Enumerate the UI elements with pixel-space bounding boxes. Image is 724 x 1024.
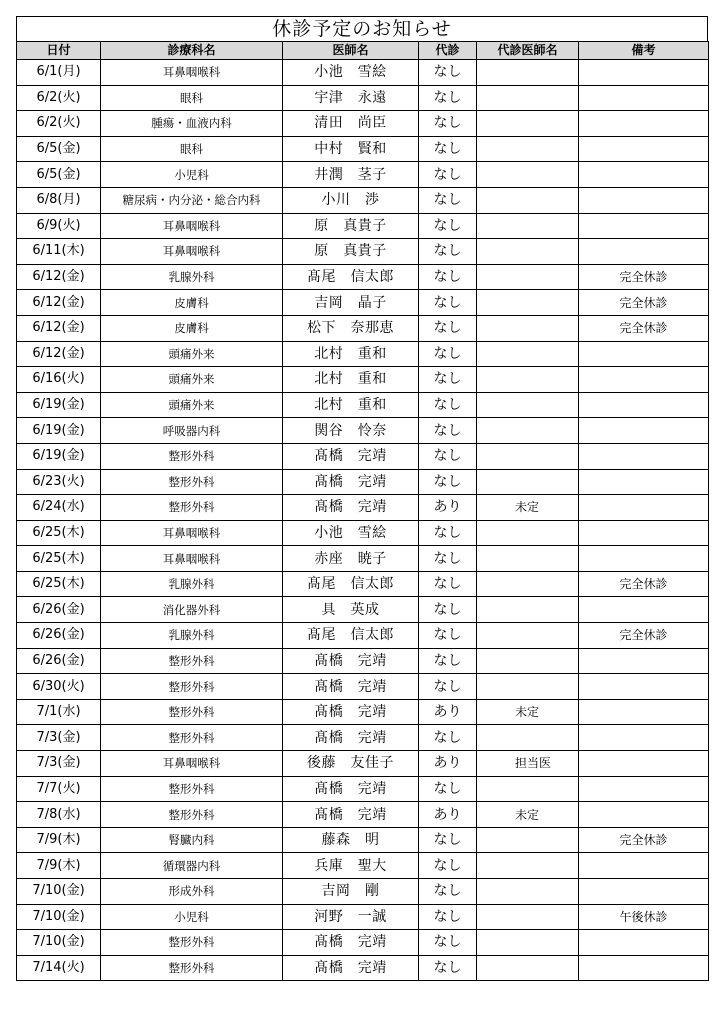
table-row	[17, 904, 709, 930]
cell-doctor: 髙尾 信太郎	[283, 623, 419, 649]
cell-department: 糖尿病・内分泌・総合内科	[101, 187, 283, 213]
cell-substitute-doctor	[477, 725, 579, 751]
cell-department: 耳鼻咽喉科	[101, 213, 283, 239]
cell-date: 7/8(水)	[17, 802, 101, 828]
cell-doctor: 北村 重和	[283, 392, 419, 418]
cell-department: 耳鼻咽喉科	[101, 520, 283, 546]
cell-date: 6/12(金)	[17, 315, 101, 341]
cell-remarks	[579, 239, 709, 265]
cell-department: 皮膚科	[101, 315, 283, 341]
cell-substitute: あり	[419, 699, 477, 725]
header-department: 診療科名	[101, 42, 283, 60]
cell-substitute: なし	[419, 674, 477, 700]
cell-date: 7/10(金)	[17, 930, 101, 956]
cell-department: 消化器外科	[101, 597, 283, 623]
cell-substitute: なし	[419, 955, 477, 981]
cell-substitute: なし	[419, 648, 477, 674]
table-row	[17, 520, 709, 546]
cell-department: 眼科	[101, 136, 283, 162]
table-row	[17, 776, 709, 802]
cell-date: 6/5(金)	[17, 136, 101, 162]
cell-department: 腎臓内科	[101, 827, 283, 853]
cell-doctor: 小池 雪絵	[283, 520, 419, 546]
table-row	[17, 469, 709, 495]
cell-remarks	[579, 341, 709, 367]
cell-date: 6/12(金)	[17, 341, 101, 367]
cell-department: 眼科	[101, 85, 283, 111]
cell-substitute: なし	[419, 827, 477, 853]
cell-remarks	[579, 495, 709, 521]
cell-department: 頭痛外来	[101, 367, 283, 393]
cell-doctor: 小川 渉	[283, 187, 419, 213]
cell-remarks	[579, 955, 709, 981]
cell-substitute-doctor	[477, 136, 579, 162]
cell-department: 耳鼻咽喉科	[101, 546, 283, 572]
cell-remarks	[579, 136, 709, 162]
cell-doctor: 吉岡 剛	[283, 879, 419, 905]
cell-remarks: 午後休診	[579, 904, 709, 930]
cell-date: 6/26(金)	[17, 648, 101, 674]
cell-substitute-doctor	[477, 930, 579, 956]
table-row	[17, 315, 709, 341]
cell-remarks	[579, 392, 709, 418]
cell-department: 耳鼻咽喉科	[101, 239, 283, 265]
header-substitute-doctor: 代診医師名	[477, 42, 579, 60]
cell-substitute-doctor	[477, 60, 579, 86]
cell-remarks	[579, 802, 709, 828]
cell-remarks	[579, 418, 709, 444]
notice-sheet	[16, 16, 708, 981]
cell-substitute-doctor	[477, 239, 579, 265]
cell-department: 整形外科	[101, 776, 283, 802]
page-title: 休診予定のお知らせ	[16, 16, 708, 41]
cell-substitute-doctor	[477, 955, 579, 981]
cell-doctor: 兵庫 聖大	[283, 853, 419, 879]
cell-substitute: なし	[419, 853, 477, 879]
cell-department: 頭痛外来	[101, 341, 283, 367]
cell-date: 7/14(火)	[17, 955, 101, 981]
cell-date: 7/9(木)	[17, 827, 101, 853]
cell-substitute: なし	[419, 60, 477, 86]
cell-substitute: なし	[419, 725, 477, 751]
cell-substitute: なし	[419, 392, 477, 418]
cell-doctor: 髙橋 完靖	[283, 802, 419, 828]
cell-remarks	[579, 111, 709, 137]
schedule-table	[16, 41, 709, 981]
cell-substitute-doctor	[477, 315, 579, 341]
cell-remarks	[579, 187, 709, 213]
cell-date: 6/2(火)	[17, 85, 101, 111]
cell-remarks	[579, 853, 709, 879]
cell-department: 整形外科	[101, 955, 283, 981]
cell-department: 整形外科	[101, 674, 283, 700]
cell-substitute-doctor	[477, 264, 579, 290]
cell-remarks: 完全休診	[579, 290, 709, 316]
cell-department: 整形外科	[101, 469, 283, 495]
cell-date: 7/7(火)	[17, 776, 101, 802]
cell-substitute-doctor	[477, 469, 579, 495]
cell-remarks: 完全休診	[579, 827, 709, 853]
table-row	[17, 597, 709, 623]
cell-substitute: なし	[419, 930, 477, 956]
cell-doctor: 宇津 永遠	[283, 85, 419, 111]
cell-remarks	[579, 546, 709, 572]
cell-doctor: 河野 一誠	[283, 904, 419, 930]
cell-doctor: 髙橋 完靖	[283, 699, 419, 725]
cell-remarks: 完全休診	[579, 315, 709, 341]
cell-substitute: なし	[419, 623, 477, 649]
cell-remarks	[579, 725, 709, 751]
cell-date: 6/1(月)	[17, 60, 101, 86]
cell-department: 耳鼻咽喉科	[101, 60, 283, 86]
cell-remarks	[579, 751, 709, 777]
cell-substitute: なし	[419, 520, 477, 546]
table-row	[17, 699, 709, 725]
cell-department: 小児科	[101, 162, 283, 188]
cell-date: 6/26(金)	[17, 597, 101, 623]
cell-department: 耳鼻咽喉科	[101, 751, 283, 777]
cell-date: 7/3(金)	[17, 751, 101, 777]
header-row	[17, 42, 709, 60]
cell-remarks	[579, 520, 709, 546]
cell-substitute: なし	[419, 239, 477, 265]
cell-date: 6/16(火)	[17, 367, 101, 393]
cell-substitute-doctor	[477, 674, 579, 700]
cell-department: 整形外科	[101, 930, 283, 956]
table-row	[17, 930, 709, 956]
table-row	[17, 827, 709, 853]
cell-substitute-doctor	[477, 623, 579, 649]
cell-remarks	[579, 674, 709, 700]
cell-date: 6/19(金)	[17, 392, 101, 418]
cell-doctor: 髙橋 完靖	[283, 495, 419, 521]
cell-doctor: 小池 雪絵	[283, 60, 419, 86]
cell-doctor: 髙橋 完靖	[283, 955, 419, 981]
cell-department: 整形外科	[101, 802, 283, 828]
table-row	[17, 648, 709, 674]
cell-substitute: なし	[419, 879, 477, 905]
cell-doctor: 髙橋 完靖	[283, 930, 419, 956]
header-remarks: 備考	[579, 42, 709, 60]
cell-substitute-doctor	[477, 776, 579, 802]
cell-doctor: 井潤 茎子	[283, 162, 419, 188]
cell-substitute-doctor	[477, 904, 579, 930]
cell-doctor: 髙橋 完靖	[283, 443, 419, 469]
cell-doctor: 具 英成	[283, 597, 419, 623]
cell-date: 6/25(木)	[17, 546, 101, 572]
cell-substitute-doctor	[477, 213, 579, 239]
table-row	[17, 341, 709, 367]
cell-substitute: なし	[419, 85, 477, 111]
cell-substitute-doctor	[477, 443, 579, 469]
cell-substitute-doctor	[477, 571, 579, 597]
table-row	[17, 162, 709, 188]
cell-doctor: 髙橋 完靖	[283, 648, 419, 674]
cell-remarks	[579, 699, 709, 725]
cell-doctor: 北村 重和	[283, 367, 419, 393]
cell-doctor: 原 真貴子	[283, 239, 419, 265]
cell-substitute: あり	[419, 802, 477, 828]
cell-doctor: 清田 尚臣	[283, 111, 419, 137]
cell-substitute-doctor	[477, 546, 579, 572]
cell-substitute: なし	[419, 776, 477, 802]
cell-date: 6/25(木)	[17, 571, 101, 597]
cell-date: 6/12(金)	[17, 264, 101, 290]
cell-remarks	[579, 879, 709, 905]
cell-date: 6/9(火)	[17, 213, 101, 239]
cell-substitute-doctor	[477, 290, 579, 316]
cell-substitute-doctor	[477, 341, 579, 367]
cell-date: 7/10(金)	[17, 904, 101, 930]
cell-doctor: 北村 重和	[283, 341, 419, 367]
cell-remarks: 完全休診	[579, 623, 709, 649]
table-row	[17, 674, 709, 700]
cell-date: 6/19(金)	[17, 443, 101, 469]
cell-date: 6/26(金)	[17, 623, 101, 649]
cell-doctor: 髙橋 完靖	[283, 725, 419, 751]
cell-substitute: あり	[419, 495, 477, 521]
table-row	[17, 136, 709, 162]
cell-department: 頭痛外来	[101, 392, 283, 418]
cell-department: 腫瘍・血液内科	[101, 111, 283, 137]
cell-department: 整形外科	[101, 443, 283, 469]
cell-substitute: なし	[419, 111, 477, 137]
header-substitute: 代診	[419, 42, 477, 60]
table-row	[17, 443, 709, 469]
header-date: 日付	[17, 42, 101, 60]
cell-date: 7/1(水)	[17, 699, 101, 725]
cell-doctor: 原 真貴子	[283, 213, 419, 239]
cell-substitute: なし	[419, 187, 477, 213]
cell-substitute: なし	[419, 213, 477, 239]
cell-remarks	[579, 213, 709, 239]
cell-department: 乳腺外科	[101, 571, 283, 597]
cell-department: 整形外科	[101, 725, 283, 751]
cell-remarks	[579, 162, 709, 188]
cell-substitute: なし	[419, 904, 477, 930]
cell-doctor: 中村 賢和	[283, 136, 419, 162]
table-row	[17, 60, 709, 86]
table-row	[17, 418, 709, 444]
cell-substitute: なし	[419, 136, 477, 162]
cell-substitute-doctor	[477, 597, 579, 623]
cell-department: 形成外科	[101, 879, 283, 905]
cell-date: 6/8(月)	[17, 187, 101, 213]
cell-doctor: 髙橋 完靖	[283, 674, 419, 700]
cell-doctor: 髙尾 信太郎	[283, 571, 419, 597]
cell-date: 6/5(金)	[17, 162, 101, 188]
cell-department: 皮膚科	[101, 290, 283, 316]
cell-remarks	[579, 85, 709, 111]
cell-date: 7/9(木)	[17, 853, 101, 879]
cell-remarks: 完全休診	[579, 264, 709, 290]
cell-substitute-doctor: 担当医	[477, 751, 579, 777]
cell-substitute: なし	[419, 571, 477, 597]
cell-remarks	[579, 648, 709, 674]
table-row	[17, 802, 709, 828]
table-row	[17, 213, 709, 239]
cell-substitute-doctor	[477, 187, 579, 213]
cell-remarks	[579, 597, 709, 623]
cell-doctor: 吉岡 晶子	[283, 290, 419, 316]
table-row	[17, 290, 709, 316]
cell-date: 7/3(金)	[17, 725, 101, 751]
cell-department: 乳腺外科	[101, 264, 283, 290]
cell-doctor: 髙橋 完靖	[283, 469, 419, 495]
cell-doctor: 後藤 友佳子	[283, 751, 419, 777]
table-row	[17, 571, 709, 597]
cell-substitute-doctor	[477, 367, 579, 393]
cell-date: 6/19(金)	[17, 418, 101, 444]
table-row	[17, 546, 709, 572]
cell-doctor: 髙橋 完靖	[283, 776, 419, 802]
cell-substitute-doctor	[477, 418, 579, 444]
cell-remarks	[579, 930, 709, 956]
table-row	[17, 853, 709, 879]
cell-doctor: 関谷 怜奈	[283, 418, 419, 444]
cell-date: 6/12(金)	[17, 290, 101, 316]
table-row	[17, 85, 709, 111]
cell-substitute-doctor	[477, 827, 579, 853]
table-row	[17, 264, 709, 290]
cell-department: 整形外科	[101, 699, 283, 725]
cell-date: 6/30(火)	[17, 674, 101, 700]
cell-substitute: なし	[419, 597, 477, 623]
cell-remarks	[579, 776, 709, 802]
schedule-rows	[17, 60, 709, 981]
cell-date: 6/11(木)	[17, 239, 101, 265]
cell-substitute: なし	[419, 443, 477, 469]
table-row	[17, 955, 709, 981]
cell-substitute-doctor	[477, 111, 579, 137]
cell-substitute-doctor	[477, 648, 579, 674]
cell-department: 循環器内科	[101, 853, 283, 879]
cell-substitute-doctor	[477, 520, 579, 546]
cell-date: 6/24(水)	[17, 495, 101, 521]
cell-date: 6/23(火)	[17, 469, 101, 495]
table-row	[17, 187, 709, 213]
cell-substitute: なし	[419, 469, 477, 495]
cell-substitute-doctor: 未定	[477, 802, 579, 828]
table-row	[17, 239, 709, 265]
cell-department: 乳腺外科	[101, 623, 283, 649]
cell-substitute-doctor	[477, 162, 579, 188]
cell-substitute: あり	[419, 751, 477, 777]
cell-substitute: なし	[419, 367, 477, 393]
cell-remarks	[579, 60, 709, 86]
cell-doctor: 赤座 暁子	[283, 546, 419, 572]
cell-substitute: なし	[419, 264, 477, 290]
cell-substitute-doctor	[477, 392, 579, 418]
cell-substitute-doctor: 未定	[477, 699, 579, 725]
cell-department: 整形外科	[101, 648, 283, 674]
table-row	[17, 623, 709, 649]
cell-substitute-doctor	[477, 85, 579, 111]
cell-date: 6/25(木)	[17, 520, 101, 546]
cell-substitute-doctor	[477, 853, 579, 879]
cell-department: 呼吸器内科	[101, 418, 283, 444]
cell-doctor: 松下 奈那恵	[283, 315, 419, 341]
cell-remarks	[579, 367, 709, 393]
cell-remarks	[579, 469, 709, 495]
cell-substitute: なし	[419, 341, 477, 367]
cell-remarks	[579, 443, 709, 469]
cell-doctor: 藤森 明	[283, 827, 419, 853]
cell-substitute: なし	[419, 162, 477, 188]
cell-doctor: 髙尾 信太郎	[283, 264, 419, 290]
table-row	[17, 111, 709, 137]
table-row	[17, 751, 709, 777]
cell-department: 小児科	[101, 904, 283, 930]
table-row	[17, 879, 709, 905]
cell-remarks: 完全休診	[579, 571, 709, 597]
cell-substitute-doctor: 未定	[477, 495, 579, 521]
header-doctor: 医師名	[283, 42, 419, 60]
cell-substitute: なし	[419, 418, 477, 444]
cell-substitute: なし	[419, 315, 477, 341]
table-row	[17, 725, 709, 751]
table-row	[17, 495, 709, 521]
table-row	[17, 392, 709, 418]
cell-substitute-doctor	[477, 879, 579, 905]
cell-date: 6/2(火)	[17, 111, 101, 137]
cell-substitute: なし	[419, 290, 477, 316]
cell-substitute: なし	[419, 546, 477, 572]
cell-date: 7/10(金)	[17, 879, 101, 905]
cell-department: 整形外科	[101, 495, 283, 521]
table-row	[17, 367, 709, 393]
